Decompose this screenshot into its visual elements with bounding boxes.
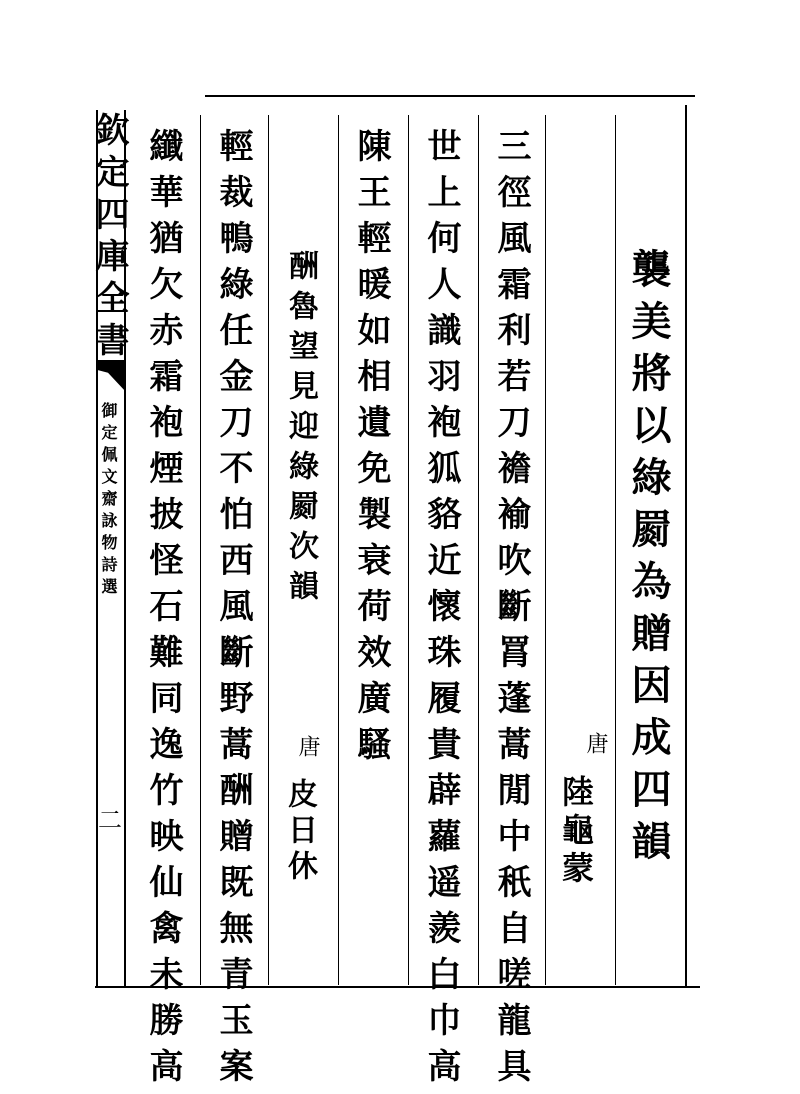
fish-tail-mark <box>96 360 126 392</box>
right-border <box>685 105 687 987</box>
poem-dynasty: 唐 <box>583 732 608 760</box>
book-subtitle: 御定佩文齋詠物詩選 <box>99 402 118 600</box>
column-divider <box>615 115 616 985</box>
column-divider <box>268 115 269 985</box>
book-header: 欽定四庫全書 <box>89 112 129 364</box>
column-divider <box>338 115 339 985</box>
poem-line: 世上何人識羽袍狐貉近懷珠履貴薜蘿遥羨白巾高 <box>421 128 461 1094</box>
poem-line: 纖華猶欠赤霜袍煙披怪石難同逸竹映仙禽未勝高 <box>143 128 183 1094</box>
poem-title: 酬魯望見迎綠罽次韻 <box>283 250 318 610</box>
poem-author: 皮日休 <box>282 778 317 886</box>
column-divider <box>478 115 479 985</box>
column-divider <box>200 115 201 985</box>
column-divider <box>545 115 546 985</box>
poem-line: 陳王輕暖如相遺免製衰荷效廣騷 <box>351 128 391 772</box>
page-number: 二 <box>98 806 128 834</box>
poem-line: 三徑風霜利若刀襜褕吹斷罥蓬蒿閒中秖自嗟龍具 <box>491 128 531 1094</box>
column-divider <box>408 115 409 985</box>
poem-dynasty: 唐 <box>295 735 320 763</box>
poem-line: 輕裁鴨綠任金刀不怕西風斷野蒿酬贈既無青玉案 <box>213 128 253 1094</box>
top-border <box>205 95 695 97</box>
poem-title: 襲美將以綠罽為贈因成四韻 <box>625 248 672 872</box>
poem-author: 陸龜蒙 <box>557 775 595 889</box>
bottom-border <box>95 986 700 988</box>
